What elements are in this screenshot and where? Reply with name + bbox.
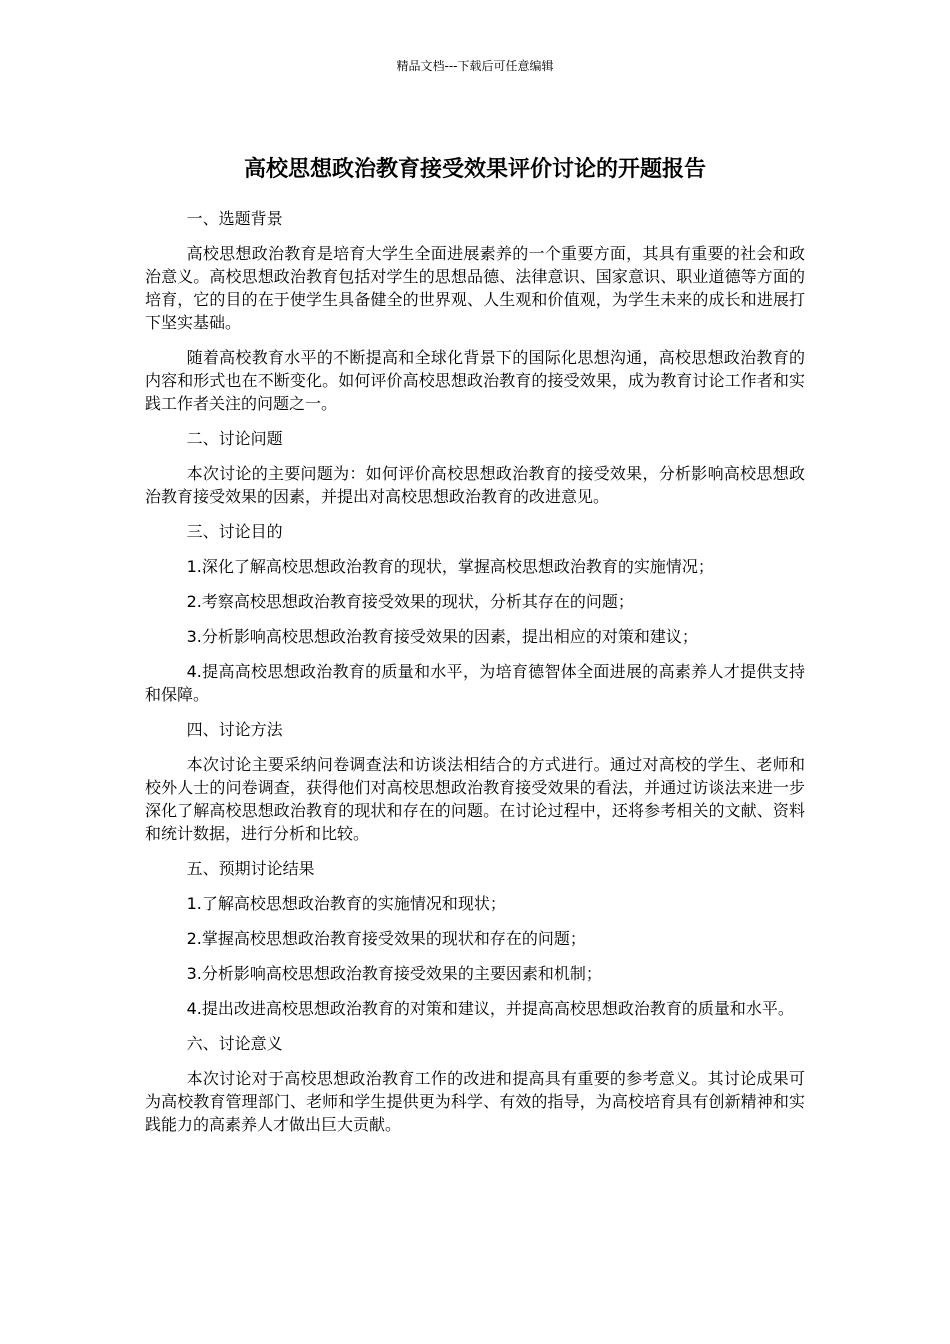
document-body [145,207,805,1148]
paragraph: 随着高校教育水平的不断提高和全球化背景下的国际化思想沟通，高校思想政治教育的内容和形式也在不断变化。如何评价高校思想政治教育的接受效果，成为教育讨论工作者和实践工作者关注的问题之一。 [145,348,805,413]
list-item: 2.考察高校思想政治教育接受效果的现状，分析其存在的问题； [186,592,634,611]
section-heading: 六、讨论意义 [186,1034,283,1053]
section-research-question [145,427,805,508]
section-background [145,207,805,415]
section-heading: 二、讨论问题 [186,429,283,448]
section-heading: 四、讨论方法 [186,720,283,739]
section-heading: 五、预期讨论结果 [186,859,315,878]
page-header: 精品文档---下载后可任意编辑 [396,59,554,73]
paragraph: 本次讨论对于高校思想政治教育工作的改进和提高具有重要的参考意义。其讨论成果可为高校教育管理部门、老师和学生提供更为科学、有效的指导，为高校培育具有创新精神和实践能力的高素养人才做出巨大贡献。 [145,1069,805,1134]
section-heading: 三、讨论目的 [186,522,283,541]
section-research-method [145,718,805,845]
list-item: 2.掌握高校思想政治教育接受效果的现状和存在的问题； [186,929,586,948]
document-title: 高校思想政治教育接受效果评价讨论的开题报告 [243,156,706,182]
list-item: 3.分析影响高校思想政治教育接受效果的因素，提出相应的对策和建议； [186,627,698,646]
section-heading: 一、选题背景 [186,209,283,228]
list-item: 4.提出改进高校思想政治教育的对策和建议，并提高高校思想政治教育的质量和水平。 [186,999,794,1018]
paragraph: 高校思想政治教育是培育大学生全面进展素养的一个重要方面，其具有重要的社会和政治意义。高校思想政治教育包括对学生的思想品德、法律意识、国家意识、职业道德等方面的培育，它的目的在于使学生具备健全的世界观、人生观和价值观，为学生未来的成长和进展打下坚实基础。 [145,244,805,332]
paragraph: 本次讨论主要采纳问卷调查法和访谈法相结合的方式进行。通过对高校的学生、老师和校外人士的问卷调查，获得他们对高校思想政治教育接受效果的看法，并通过访谈法来进一步深化了解高校思想政治教育的现状和存在的问题。在讨论过程中，还将参考相关的文献、资料和统计数据，进行分析和比较。 [145,755,805,843]
paragraph: 本次讨论的主要问题为：如何评价高校思想政治教育的接受效果，分析影响高校思想政治教育接受效果的因素，并提出对高校思想政治教育的改进意见。 [145,464,805,506]
list-item: 1.了解高校思想政治教育的实施情况和现状； [186,894,506,913]
section-expected-results [145,857,805,1020]
list-item: 1.深化了解高校思想政治教育的现状，掌握高校思想政治教育的实施情况； [186,557,714,576]
section-research-purpose [145,520,805,706]
list-item: 3.分析影响高校思想政治教育接受效果的主要因素和机制； [186,964,602,983]
list-item: 4.提高高校思想政治教育的质量和水平，为培育德智体全面进展的高素养人才提供支持和保障。 [145,662,805,704]
section-significance [145,1032,805,1136]
